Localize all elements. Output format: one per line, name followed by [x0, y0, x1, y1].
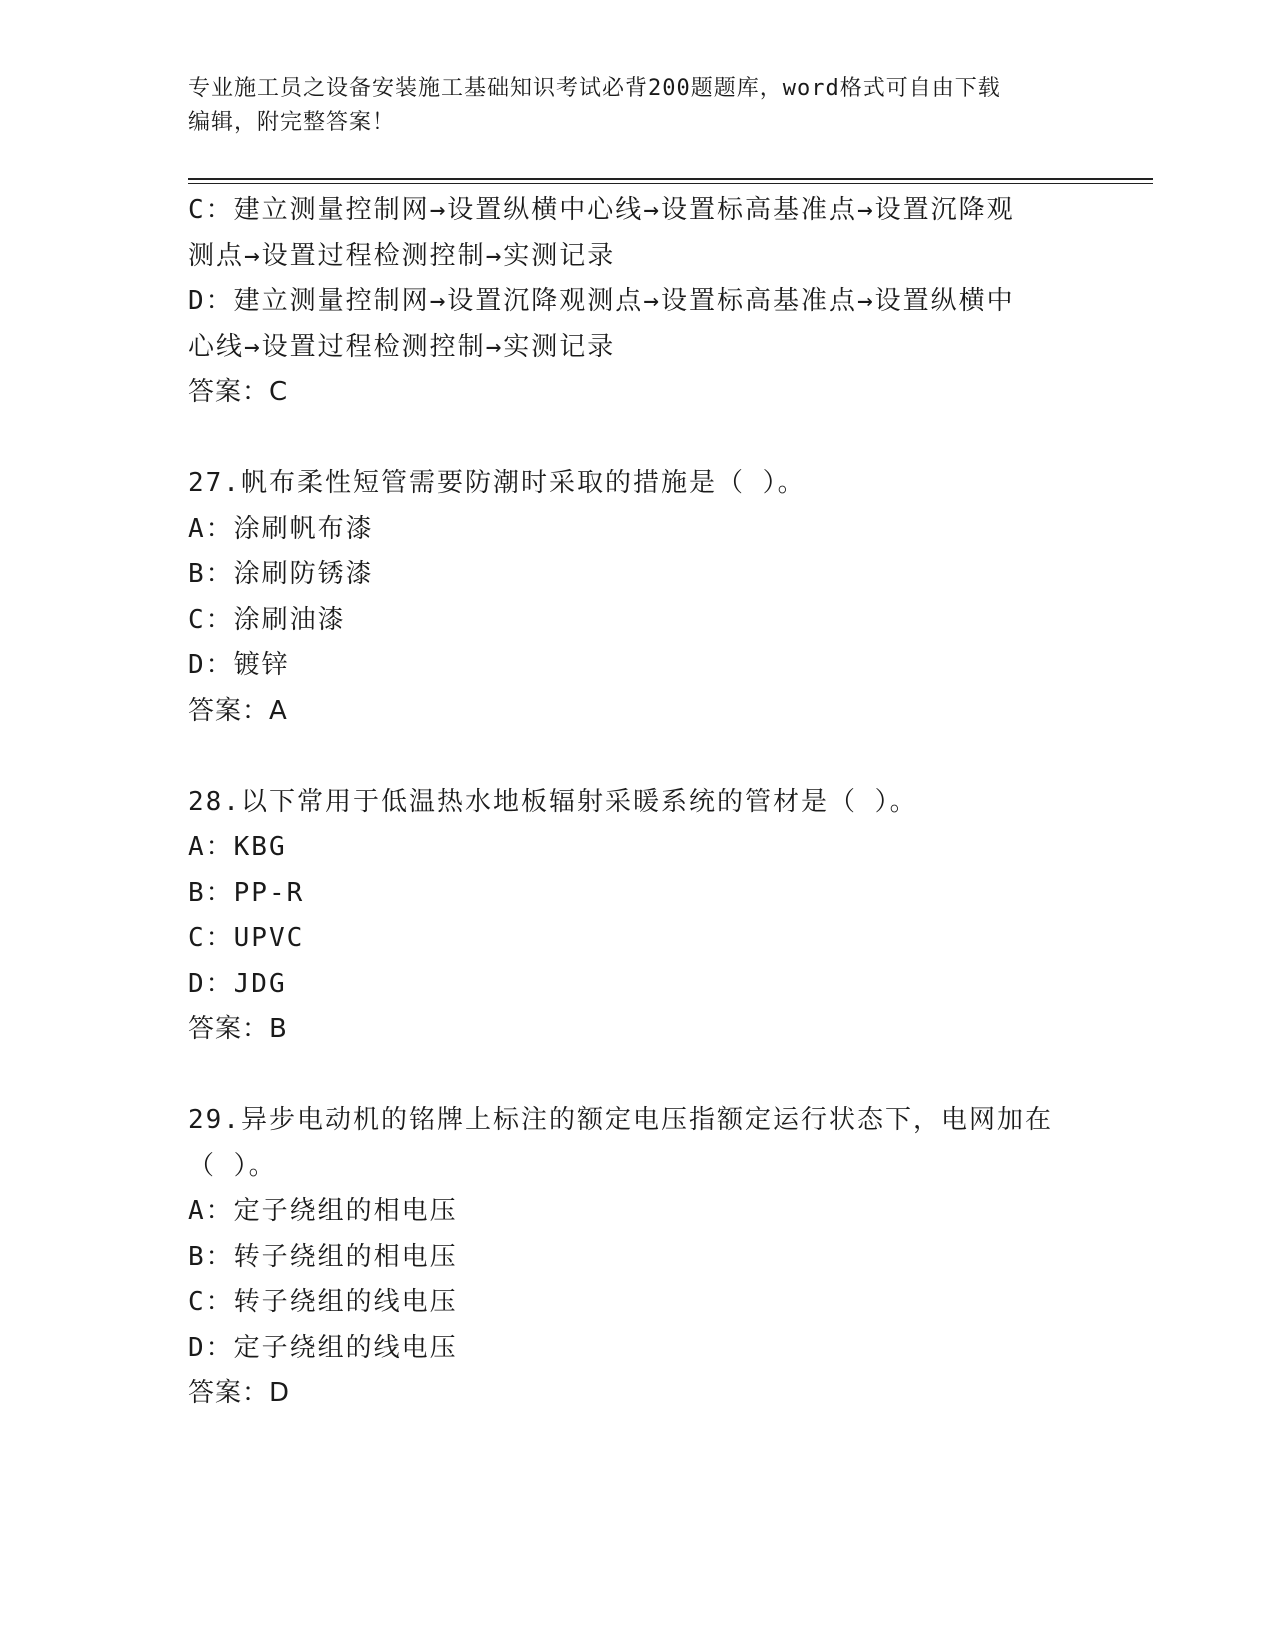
option-d: D：镀锌 — [188, 650, 290, 680]
option-c: C：UPVC — [188, 923, 305, 953]
question-stem-line-2: （ ）。 — [188, 1150, 277, 1181]
answer-line: 答案：B — [188, 1014, 288, 1044]
document-header — [188, 72, 1068, 140]
option-c: C：涂刷油漆 — [188, 604, 346, 635]
answer-line: 答案：C — [188, 377, 289, 407]
option-a: A：定子绕组的相电压 — [188, 1196, 458, 1226]
header-divider-thick — [188, 178, 1153, 180]
header-title-line-1: 专业施工员之设备安装施工基础知识考试必背200题题库，word格式可自由下载 — [188, 76, 1001, 101]
question-26-continued — [188, 188, 1088, 416]
question-stem: 28.以下常用于低温热水地板辐射采暖系统的管材是（ ）。 — [188, 786, 918, 817]
option-c-line-1: C：建立测量控制网→设置纵横中心线→设置标高基准点→设置沉降观 — [188, 195, 1015, 225]
header-title-line-2: 编辑，附完整答案！ — [188, 110, 396, 135]
spacer — [188, 734, 1088, 780]
question-28 — [188, 780, 1088, 1053]
option-d: D：定子绕组的线电压 — [188, 1332, 458, 1363]
option-d-line-1: D：建立测量控制网→设置沉降观测点→设置标高基准点→设置纵横中 — [188, 286, 1015, 316]
question-stem: 27.帆布柔性短管需要防潮时采取的措施是（ ）。 — [188, 468, 806, 498]
option-d: D：JDG — [188, 968, 287, 999]
option-a: A：KBG — [188, 832, 287, 862]
option-b: B：涂刷防锈漆 — [188, 559, 374, 589]
question-29 — [188, 1098, 1088, 1417]
option-b: B：转子绕组的相电压 — [188, 1241, 458, 1272]
answer-line: 答案：D — [188, 1378, 291, 1408]
spacer — [188, 1053, 1088, 1099]
option-a: A：涂刷帆布漆 — [188, 513, 374, 544]
option-d-line-2: 心线→设置过程检测控制→实测记录 — [188, 331, 616, 362]
question-stem-line-1: 29.异步电动机的铭牌上标注的额定电压指额定运行状态下，电网加在 — [188, 1105, 1053, 1135]
question-27 — [188, 461, 1088, 734]
answer-line: 答案：A — [188, 695, 288, 726]
option-c-line-2: 测点→设置过程检测控制→实测记录 — [188, 240, 616, 271]
spacer — [188, 416, 1088, 462]
option-b: B：PP-R — [188, 877, 305, 908]
header-divider-thin — [188, 183, 1153, 184]
question-content — [188, 188, 1088, 1417]
option-c: C：转子绕组的线电压 — [188, 1287, 458, 1317]
